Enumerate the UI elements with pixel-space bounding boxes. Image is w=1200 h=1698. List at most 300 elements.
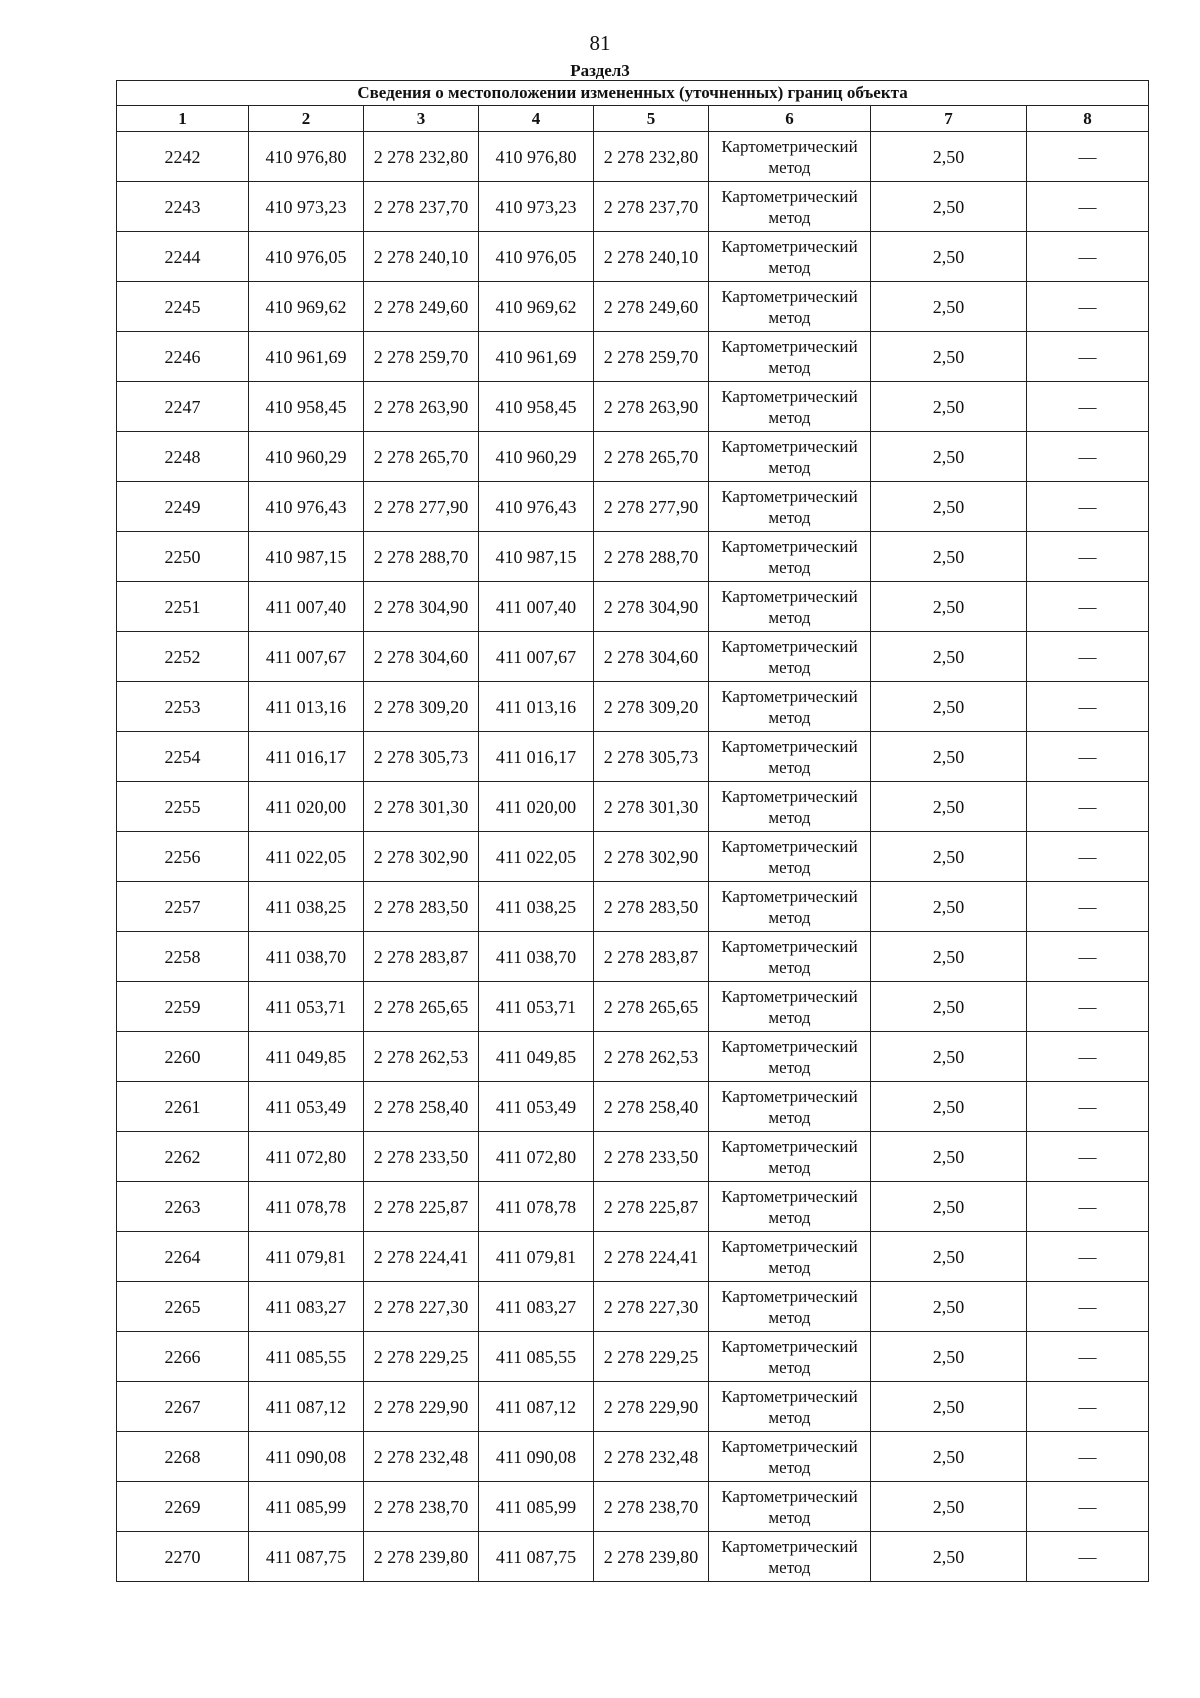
table-row xyxy=(117,532,1149,582)
note-cell xyxy=(1027,1232,1149,1282)
coord-cell: 411 083,27 xyxy=(479,1282,594,1332)
coord-cell: 2 278 240,10 xyxy=(594,232,709,282)
point-number-cell: 2252 xyxy=(117,632,249,682)
dash-mark: — xyxy=(1078,396,1097,417)
coord-cell: 410 976,05 xyxy=(479,232,594,282)
accuracy-cell: 2,50 xyxy=(871,932,1027,982)
point-number-cell: 2248 xyxy=(117,432,249,482)
note-cell xyxy=(1027,1132,1149,1182)
dash-mark: — xyxy=(1078,346,1097,367)
coord-cell: 2 278 227,30 xyxy=(594,1282,709,1332)
note-cell xyxy=(1027,732,1149,782)
accuracy-cell: 2,50 xyxy=(871,1482,1027,1532)
coord-cell: 2 278 232,48 xyxy=(594,1432,709,1482)
coord-cell: 410 961,69 xyxy=(479,332,594,382)
coord-cell: 2 278 238,70 xyxy=(364,1482,479,1532)
coord-cell: 2 278 232,48 xyxy=(364,1432,479,1482)
coord-cell: 411 007,40 xyxy=(249,582,364,632)
dash-mark: — xyxy=(1078,696,1097,717)
coord-cell: 2 278 283,50 xyxy=(594,882,709,932)
coord-cell: 2 278 309,20 xyxy=(364,682,479,732)
dash-mark: — xyxy=(1078,996,1097,1017)
coord-cell: 2 278 262,53 xyxy=(364,1032,479,1082)
note-cell xyxy=(1027,1182,1149,1232)
coord-cell: 411 049,85 xyxy=(479,1032,594,1082)
coord-cell: 2 278 225,87 xyxy=(594,1182,709,1232)
coord-cell: 411 078,78 xyxy=(249,1182,364,1232)
coord-cell: 411 016,17 xyxy=(479,732,594,782)
note-cell xyxy=(1027,232,1149,282)
coord-cell: 410 976,80 xyxy=(249,132,364,182)
table-row xyxy=(117,132,1149,182)
boundary-coordinates-table xyxy=(116,80,1149,1582)
method-cell: Картометрический метод xyxy=(709,1182,871,1232)
table-row xyxy=(117,1382,1149,1432)
coord-cell: 2 278 288,70 xyxy=(364,532,479,582)
dash-mark: — xyxy=(1078,646,1097,667)
accuracy-cell: 2,50 xyxy=(871,1032,1027,1082)
coord-cell: 2 278 229,90 xyxy=(594,1382,709,1432)
coord-cell: 411 013,16 xyxy=(249,682,364,732)
point-number-cell: 2247 xyxy=(117,382,249,432)
accuracy-cell: 2,50 xyxy=(871,682,1027,732)
method-cell: Картометрический метод xyxy=(709,932,871,982)
coord-cell: 411 087,75 xyxy=(479,1532,594,1582)
dash-mark: — xyxy=(1078,196,1097,217)
coord-cell: 2 278 249,60 xyxy=(364,282,479,332)
note-cell xyxy=(1027,682,1149,732)
dash-mark: — xyxy=(1078,746,1097,767)
accuracy-cell: 2,50 xyxy=(871,982,1027,1032)
coord-cell: 411 053,49 xyxy=(479,1082,594,1132)
point-number-cell: 2266 xyxy=(117,1332,249,1382)
coord-cell: 410 960,29 xyxy=(479,432,594,482)
accuracy-cell: 2,50 xyxy=(871,282,1027,332)
method-cell: Картометрический метод xyxy=(709,1482,871,1532)
accuracy-cell: 2,50 xyxy=(871,1382,1027,1432)
table-row xyxy=(117,1282,1149,1332)
method-cell: Картометрический метод xyxy=(709,832,871,882)
column-header: 6 xyxy=(709,106,871,132)
method-cell: Картометрический метод xyxy=(709,482,871,532)
accuracy-cell: 2,50 xyxy=(871,1332,1027,1382)
point-number-cell: 2242 xyxy=(117,132,249,182)
coord-cell: 2 278 277,90 xyxy=(364,482,479,532)
method-cell: Картометрический метод xyxy=(709,132,871,182)
coord-cell: 2 278 258,40 xyxy=(594,1082,709,1132)
method-cell: Картометрический метод xyxy=(709,432,871,482)
coord-cell: 2 278 302,90 xyxy=(364,832,479,882)
table-row xyxy=(117,632,1149,682)
coord-cell: 411 020,00 xyxy=(479,782,594,832)
note-cell xyxy=(1027,932,1149,982)
note-cell xyxy=(1027,1332,1149,1382)
table-row xyxy=(117,432,1149,482)
method-cell: Картометрический метод xyxy=(709,1382,871,1432)
coord-cell: 2 278 309,20 xyxy=(594,682,709,732)
coord-cell: 411 038,70 xyxy=(479,932,594,982)
coord-cell: 2 278 263,90 xyxy=(594,382,709,432)
accuracy-cell: 2,50 xyxy=(871,1532,1027,1582)
accuracy-cell: 2,50 xyxy=(871,1232,1027,1282)
coord-cell: 2 278 232,80 xyxy=(594,132,709,182)
accuracy-cell: 2,50 xyxy=(871,582,1027,632)
coord-cell: 2 278 302,90 xyxy=(594,832,709,882)
note-cell xyxy=(1027,532,1149,582)
table-caption-row xyxy=(117,81,1149,106)
note-cell xyxy=(1027,432,1149,482)
coord-cell: 2 278 238,70 xyxy=(594,1482,709,1532)
coord-cell: 411 049,85 xyxy=(249,1032,364,1082)
coord-cell: 410 987,15 xyxy=(479,532,594,582)
coord-cell: 411 078,78 xyxy=(479,1182,594,1232)
table-row xyxy=(117,932,1149,982)
coord-cell: 411 053,71 xyxy=(479,982,594,1032)
method-cell: Картометрический метод xyxy=(709,1232,871,1282)
coord-cell: 2 278 301,30 xyxy=(364,782,479,832)
dash-mark: — xyxy=(1078,446,1097,467)
dash-mark: — xyxy=(1078,1246,1097,1267)
dash-mark: — xyxy=(1078,896,1097,917)
column-header: 4 xyxy=(479,106,594,132)
coord-cell: 410 973,23 xyxy=(479,182,594,232)
coord-cell: 411 085,99 xyxy=(479,1482,594,1532)
coord-cell: 411 085,55 xyxy=(249,1332,364,1382)
table-row xyxy=(117,1032,1149,1082)
coord-cell: 411 083,27 xyxy=(249,1282,364,1332)
coord-cell: 2 278 262,53 xyxy=(594,1032,709,1082)
coord-cell: 410 969,62 xyxy=(479,282,594,332)
point-number-cell: 2259 xyxy=(117,982,249,1032)
note-cell xyxy=(1027,1382,1149,1432)
table-row xyxy=(117,832,1149,882)
table-row xyxy=(117,782,1149,832)
coord-cell: 411 007,40 xyxy=(479,582,594,632)
coord-cell: 410 960,29 xyxy=(249,432,364,482)
dash-mark: — xyxy=(1078,1396,1097,1417)
note-cell xyxy=(1027,882,1149,932)
coord-cell: 2 278 229,25 xyxy=(594,1332,709,1382)
note-cell xyxy=(1027,1532,1149,1582)
coord-cell: 411 072,80 xyxy=(479,1132,594,1182)
coord-cell: 410 969,62 xyxy=(249,282,364,332)
point-number-cell: 2265 xyxy=(117,1282,249,1332)
table-row xyxy=(117,482,1149,532)
method-cell: Картометрический метод xyxy=(709,1432,871,1482)
point-number-cell: 2262 xyxy=(117,1132,249,1182)
note-cell xyxy=(1027,832,1149,882)
dash-mark: — xyxy=(1078,1546,1097,1567)
section-title: Раздел3 xyxy=(570,61,630,80)
coord-cell: 411 090,08 xyxy=(479,1432,594,1482)
note-cell xyxy=(1027,982,1149,1032)
method-cell: Картометрический метод xyxy=(709,232,871,282)
coord-cell: 410 976,05 xyxy=(249,232,364,282)
point-number-cell: 2246 xyxy=(117,332,249,382)
table-caption: Сведения о местоположении измененных (уточненных) границ объекта xyxy=(117,81,1149,106)
point-number-cell: 2253 xyxy=(117,682,249,732)
method-cell: Картометрический метод xyxy=(709,382,871,432)
note-cell xyxy=(1027,632,1149,682)
method-cell: Картометрический метод xyxy=(709,332,871,382)
accuracy-cell: 2,50 xyxy=(871,482,1027,532)
note-cell xyxy=(1027,782,1149,832)
accuracy-cell: 2,50 xyxy=(871,882,1027,932)
point-number-cell: 2258 xyxy=(117,932,249,982)
note-cell xyxy=(1027,482,1149,532)
column-header: 5 xyxy=(594,106,709,132)
method-cell: Картометрический метод xyxy=(709,782,871,832)
column-header: 7 xyxy=(871,106,1027,132)
coord-cell: 411 038,25 xyxy=(249,882,364,932)
accuracy-cell: 2,50 xyxy=(871,532,1027,582)
dash-mark: — xyxy=(1078,1496,1097,1517)
table-row xyxy=(117,682,1149,732)
dash-mark: — xyxy=(1078,496,1097,517)
point-number-cell: 2249 xyxy=(117,482,249,532)
coord-cell: 410 961,69 xyxy=(249,332,364,382)
dash-mark: — xyxy=(1078,1096,1097,1117)
coord-cell: 411 022,05 xyxy=(249,832,364,882)
coord-cell: 2 278 288,70 xyxy=(594,532,709,582)
method-cell: Картометрический метод xyxy=(709,982,871,1032)
coord-cell: 2 278 249,60 xyxy=(594,282,709,332)
page-number: 81 xyxy=(589,31,611,55)
table-row xyxy=(117,1532,1149,1582)
dash-mark: — xyxy=(1078,1296,1097,1317)
coord-cell: 2 278 259,70 xyxy=(364,332,479,382)
point-number-cell: 2254 xyxy=(117,732,249,782)
coord-cell: 410 976,43 xyxy=(249,482,364,532)
coord-cell: 2 278 233,50 xyxy=(594,1132,709,1182)
coord-cell: 2 278 304,90 xyxy=(594,582,709,632)
method-cell: Картометрический метод xyxy=(709,1332,871,1382)
coord-cell: 411 079,81 xyxy=(249,1232,364,1282)
accuracy-cell: 2,50 xyxy=(871,1132,1027,1182)
dash-mark: — xyxy=(1078,946,1097,967)
dash-mark: — xyxy=(1078,1446,1097,1467)
dash-mark: — xyxy=(1078,1196,1097,1217)
column-header: 8 xyxy=(1027,106,1149,132)
dash-mark: — xyxy=(1078,546,1097,567)
note-cell xyxy=(1027,132,1149,182)
table-row xyxy=(117,382,1149,432)
dash-mark: — xyxy=(1078,596,1097,617)
coord-cell: 2 278 301,30 xyxy=(594,782,709,832)
point-number-cell: 2261 xyxy=(117,1082,249,1132)
table-body xyxy=(117,132,1149,1582)
coord-cell: 2 278 232,80 xyxy=(364,132,479,182)
table-row xyxy=(117,1082,1149,1132)
coord-cell: 411 072,80 xyxy=(249,1132,364,1182)
accuracy-cell: 2,50 xyxy=(871,382,1027,432)
method-cell: Картометрический метод xyxy=(709,632,871,682)
method-cell: Картометрический метод xyxy=(709,732,871,782)
point-number-cell: 2257 xyxy=(117,882,249,932)
coord-cell: 411 022,05 xyxy=(479,832,594,882)
coord-cell: 410 973,23 xyxy=(249,182,364,232)
table-row xyxy=(117,882,1149,932)
table-row xyxy=(117,332,1149,382)
table-row xyxy=(117,1232,1149,1282)
coord-cell: 2 278 304,60 xyxy=(364,632,479,682)
table-row xyxy=(117,1332,1149,1382)
point-number-cell: 2243 xyxy=(117,182,249,232)
coord-cell: 2 278 283,50 xyxy=(364,882,479,932)
table-row xyxy=(117,1132,1149,1182)
dash-mark: — xyxy=(1078,796,1097,817)
note-cell xyxy=(1027,1082,1149,1132)
coord-cell: 2 278 240,10 xyxy=(364,232,479,282)
point-number-cell: 2251 xyxy=(117,582,249,632)
table-row xyxy=(117,232,1149,282)
method-cell: Картометрический метод xyxy=(709,282,871,332)
coord-cell: 2 278 265,65 xyxy=(364,982,479,1032)
method-cell: Картометрический метод xyxy=(709,532,871,582)
dash-mark: — xyxy=(1078,146,1097,167)
coord-cell: 411 007,67 xyxy=(479,632,594,682)
coord-cell: 411 053,49 xyxy=(249,1082,364,1132)
coord-cell: 2 278 239,80 xyxy=(594,1532,709,1582)
note-cell xyxy=(1027,1282,1149,1332)
coord-cell: 2 278 227,30 xyxy=(364,1282,479,1332)
table-row xyxy=(117,982,1149,1032)
accuracy-cell: 2,50 xyxy=(871,1432,1027,1482)
coord-cell: 410 976,43 xyxy=(479,482,594,532)
coord-cell: 2 278 237,70 xyxy=(594,182,709,232)
coord-cell: 2 278 237,70 xyxy=(364,182,479,232)
coord-cell: 411 087,75 xyxy=(249,1532,364,1582)
coord-cell: 2 278 265,70 xyxy=(594,432,709,482)
coord-cell: 2 278 259,70 xyxy=(594,332,709,382)
method-cell: Картометрический метод xyxy=(709,882,871,932)
table-row xyxy=(117,182,1149,232)
table-row xyxy=(117,1432,1149,1482)
coord-cell: 2 278 229,25 xyxy=(364,1332,479,1382)
point-number-cell: 2269 xyxy=(117,1482,249,1532)
coord-cell: 2 278 233,50 xyxy=(364,1132,479,1182)
table-row xyxy=(117,1482,1149,1532)
coord-cell: 411 087,12 xyxy=(479,1382,594,1432)
coord-cell: 411 013,16 xyxy=(479,682,594,732)
coord-cell: 2 278 265,70 xyxy=(364,432,479,482)
dash-mark: — xyxy=(1078,1046,1097,1067)
method-cell: Картометрический метод xyxy=(709,1532,871,1582)
point-number-cell: 2255 xyxy=(117,782,249,832)
coord-cell: 2 278 229,90 xyxy=(364,1382,479,1432)
coord-cell: 2 278 277,90 xyxy=(594,482,709,532)
column-header-row xyxy=(117,106,1149,132)
coord-cell: 411 085,55 xyxy=(479,1332,594,1382)
point-number-cell: 2263 xyxy=(117,1182,249,1232)
coord-cell: 2 278 225,87 xyxy=(364,1182,479,1232)
point-number-cell: 2245 xyxy=(117,282,249,332)
accuracy-cell: 2,50 xyxy=(871,332,1027,382)
method-cell: Картометрический метод xyxy=(709,1082,871,1132)
column-header: 2 xyxy=(249,106,364,132)
dash-mark: — xyxy=(1078,296,1097,317)
note-cell xyxy=(1027,1482,1149,1532)
note-cell xyxy=(1027,282,1149,332)
method-cell: Картометрический метод xyxy=(709,1282,871,1332)
coord-cell: 411 038,25 xyxy=(479,882,594,932)
note-cell xyxy=(1027,1432,1149,1482)
table-row xyxy=(117,732,1149,782)
coord-cell: 2 278 224,41 xyxy=(364,1232,479,1282)
coord-cell: 411 053,71 xyxy=(249,982,364,1032)
accuracy-cell: 2,50 xyxy=(871,432,1027,482)
dash-mark: — xyxy=(1078,846,1097,867)
point-number-cell: 2264 xyxy=(117,1232,249,1282)
point-number-cell: 2268 xyxy=(117,1432,249,1482)
note-cell xyxy=(1027,182,1149,232)
accuracy-cell: 2,50 xyxy=(871,732,1027,782)
accuracy-cell: 2,50 xyxy=(871,132,1027,182)
coord-cell: 2 278 283,87 xyxy=(594,932,709,982)
table-row xyxy=(117,582,1149,632)
coord-cell: 411 085,99 xyxy=(249,1482,364,1532)
coord-cell: 2 278 283,87 xyxy=(364,932,479,982)
coord-cell: 411 090,08 xyxy=(249,1432,364,1482)
method-cell: Картометрический метод xyxy=(709,1132,871,1182)
accuracy-cell: 2,50 xyxy=(871,782,1027,832)
coord-cell: 411 079,81 xyxy=(479,1232,594,1282)
accuracy-cell: 2,50 xyxy=(871,1182,1027,1232)
coord-cell: 2 278 263,90 xyxy=(364,382,479,432)
coord-cell: 410 976,80 xyxy=(479,132,594,182)
dash-mark: — xyxy=(1078,246,1097,267)
coord-cell: 2 278 224,41 xyxy=(594,1232,709,1282)
dash-mark: — xyxy=(1078,1346,1097,1367)
method-cell: Картометрический метод xyxy=(709,682,871,732)
point-number-cell: 2256 xyxy=(117,832,249,882)
coord-cell: 411 087,12 xyxy=(249,1382,364,1432)
accuracy-cell: 2,50 xyxy=(871,1282,1027,1332)
coord-cell: 2 278 305,73 xyxy=(594,732,709,782)
table-row xyxy=(117,282,1149,332)
accuracy-cell: 2,50 xyxy=(871,1082,1027,1132)
column-header: 3 xyxy=(364,106,479,132)
note-cell xyxy=(1027,382,1149,432)
coord-cell: 411 038,70 xyxy=(249,932,364,982)
coord-cell: 411 007,67 xyxy=(249,632,364,682)
coord-cell: 410 987,15 xyxy=(249,532,364,582)
method-cell: Картометрический метод xyxy=(709,182,871,232)
column-header: 1 xyxy=(117,106,249,132)
accuracy-cell: 2,50 xyxy=(871,182,1027,232)
point-number-cell: 2250 xyxy=(117,532,249,582)
dash-mark: — xyxy=(1078,1146,1097,1167)
accuracy-cell: 2,50 xyxy=(871,232,1027,282)
point-number-cell: 2270 xyxy=(117,1532,249,1582)
point-number-cell: 2244 xyxy=(117,232,249,282)
coord-cell: 2 278 304,60 xyxy=(594,632,709,682)
coord-cell: 2 278 258,40 xyxy=(364,1082,479,1132)
coord-cell: 2 278 239,80 xyxy=(364,1532,479,1582)
coord-cell: 2 278 305,73 xyxy=(364,732,479,782)
table-row xyxy=(117,1182,1149,1232)
note-cell xyxy=(1027,582,1149,632)
accuracy-cell: 2,50 xyxy=(871,832,1027,882)
coord-cell: 2 278 265,65 xyxy=(594,982,709,1032)
note-cell xyxy=(1027,332,1149,382)
coord-cell: 410 958,45 xyxy=(249,382,364,432)
point-number-cell: 2260 xyxy=(117,1032,249,1082)
note-cell xyxy=(1027,1032,1149,1082)
coord-cell: 411 020,00 xyxy=(249,782,364,832)
point-number-cell: 2267 xyxy=(117,1382,249,1432)
accuracy-cell: 2,50 xyxy=(871,632,1027,682)
